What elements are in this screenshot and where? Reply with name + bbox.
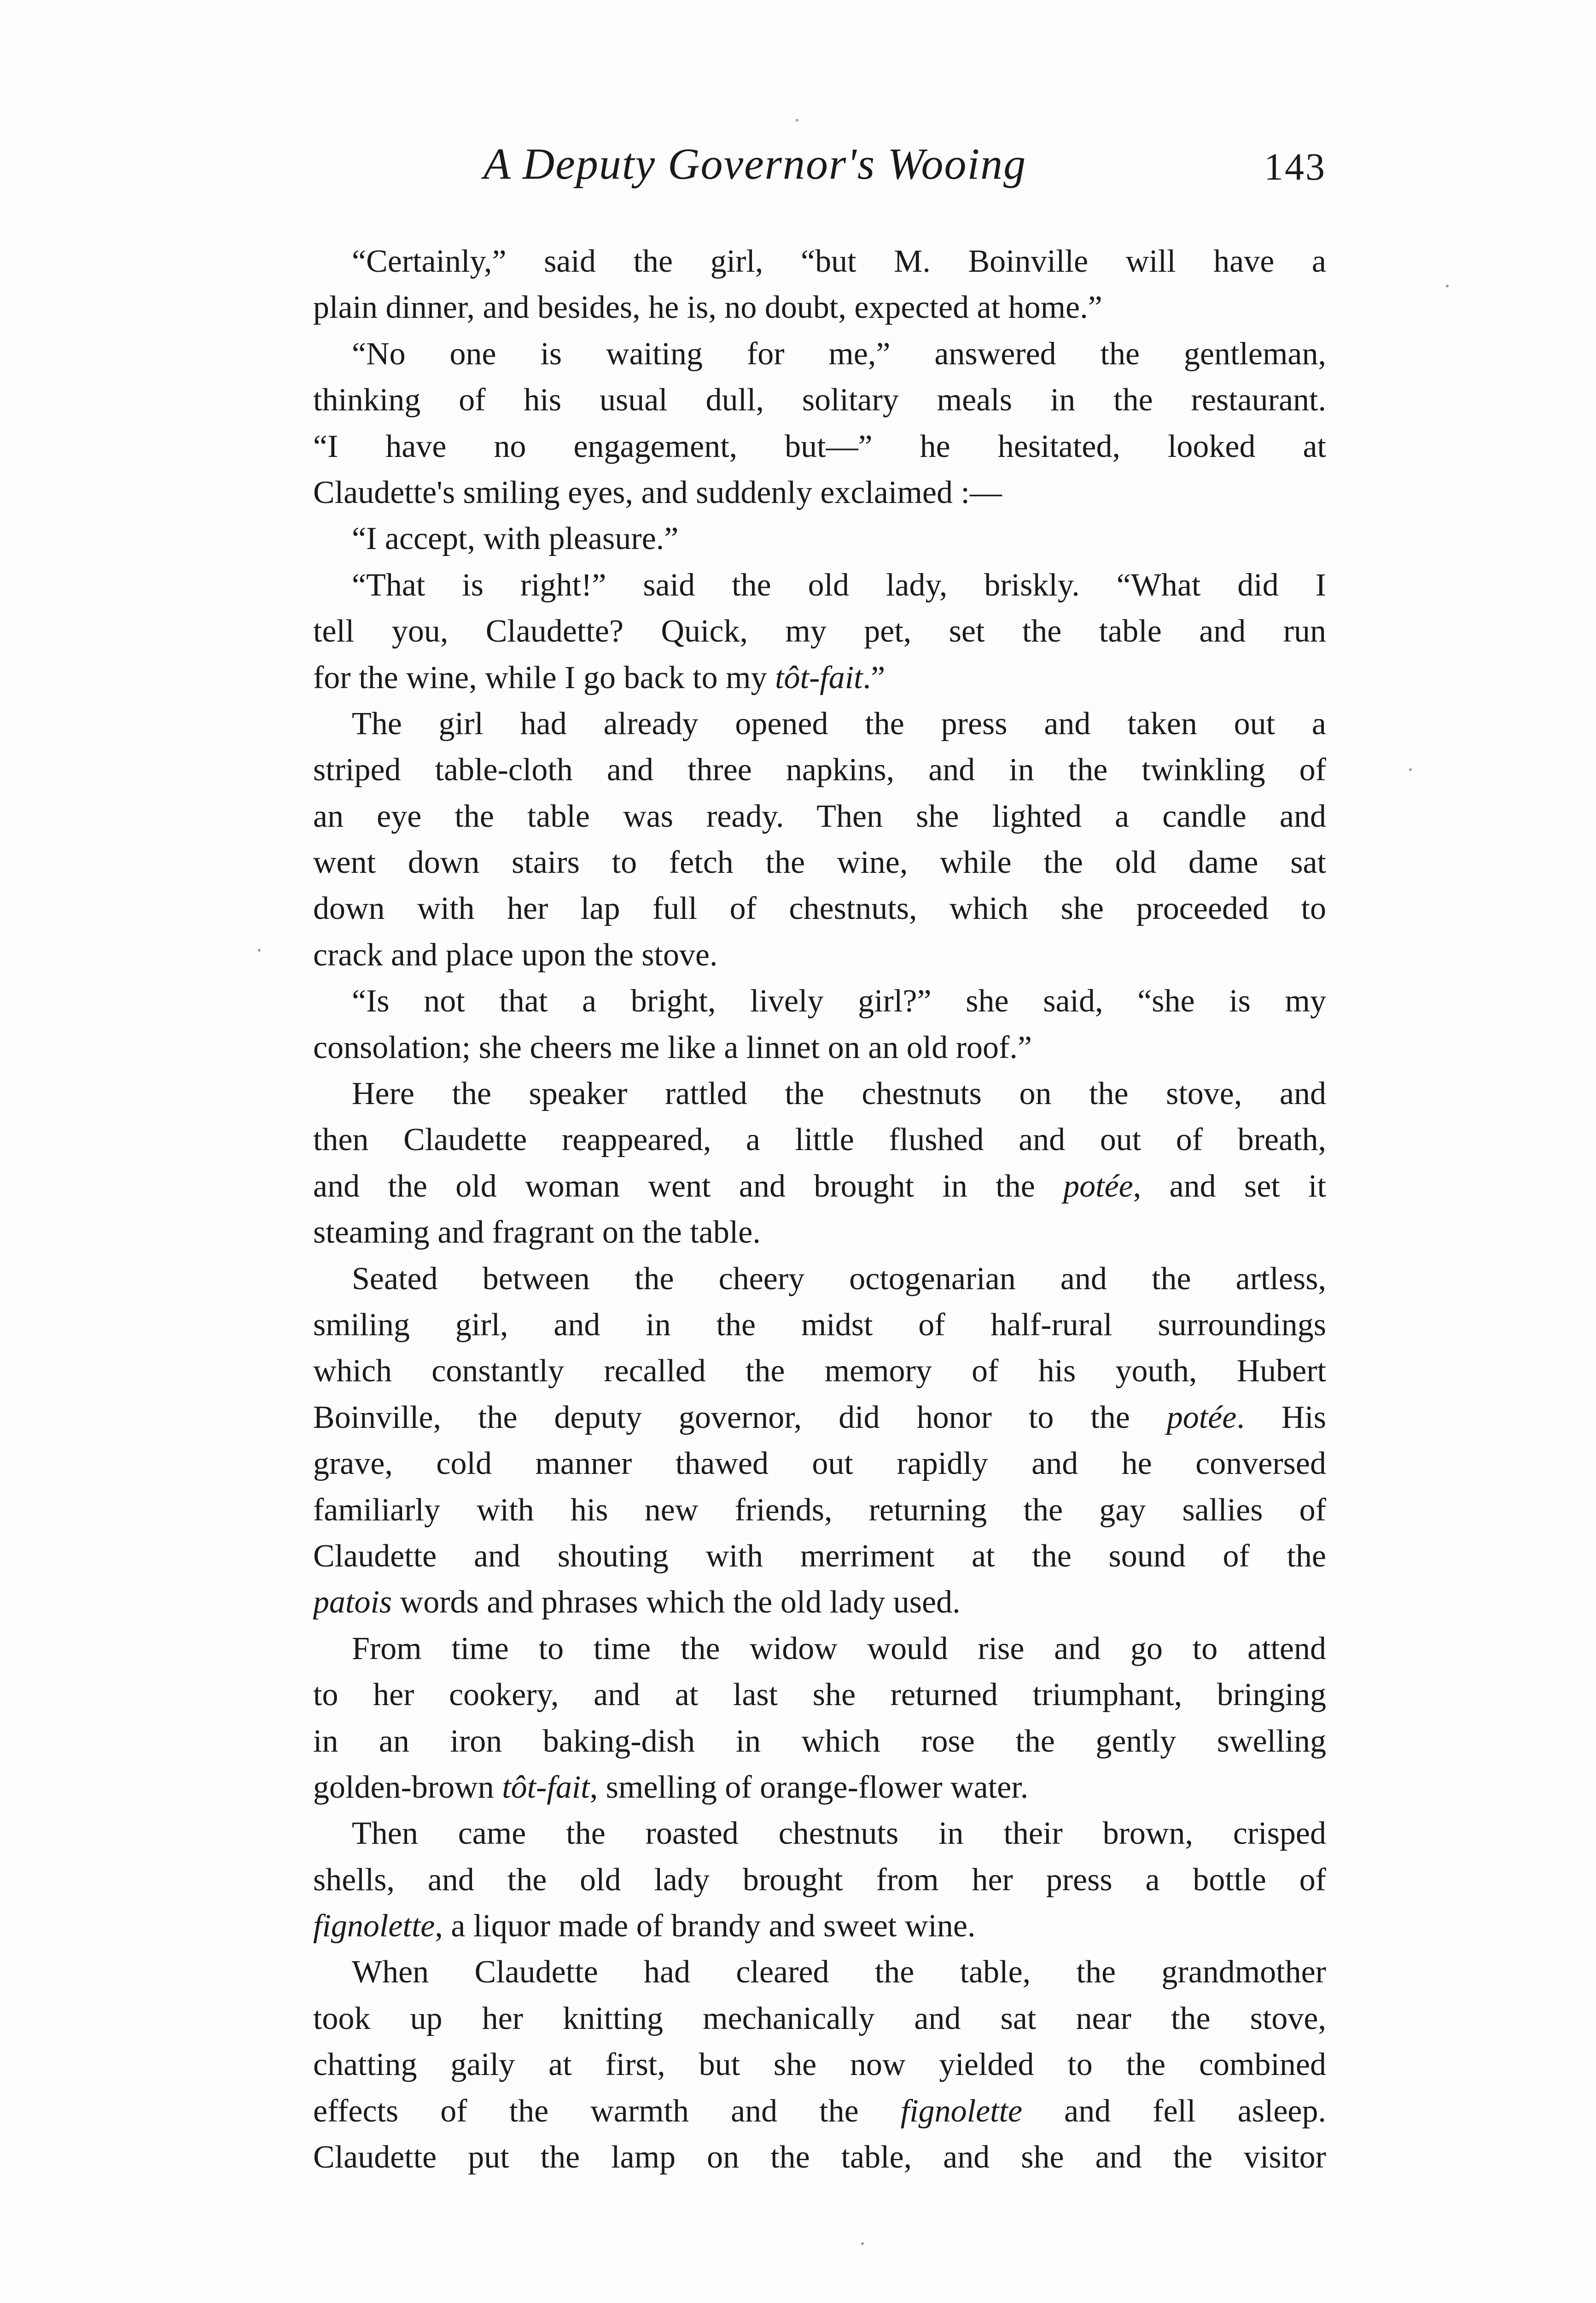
text-line: plain dinner, and besides, he is, no doubt, expected at home.”: [313, 290, 1102, 326]
text-line: to her cookery, and at last she returned triumphant, bringing: [313, 1677, 1326, 1713]
text-line: an eye the table was ready. Then she lighted a candle and: [313, 798, 1326, 834]
text-line: When Claudette had cleared the table, the grandmother: [352, 1954, 1326, 1990]
text-line: shells, and the old lady brought from her press a bottle of: [313, 1862, 1326, 1898]
text-line: “That is right!” said the old lady, briskly. “What did I: [352, 567, 1326, 603]
text-line: down with her lap full of chestnuts, which she proceeded to: [313, 891, 1326, 927]
text-line: fignolette, a liquor made of brandy and sweet wine.: [313, 1908, 976, 1944]
text-line: familiarly with his new friends, returning the gay sallies of: [313, 1492, 1326, 1528]
text-line: The girl had already opened the press and taken out a: [352, 706, 1326, 742]
text-line: which constantly recalled the memory of his youth, Hubert: [313, 1353, 1326, 1389]
text-line: then Claudette reappeared, a little flushed and out of breath,: [313, 1122, 1326, 1158]
text-line: Seated between the cheery octogenarian and the artless,: [352, 1261, 1326, 1297]
text-line: “Certainly,” said the girl, “but M. Boinville will have a: [352, 244, 1326, 279]
text-line: for the wine, while I go back to my tôt-fait.”: [313, 660, 885, 696]
print-speck: [1446, 285, 1449, 287]
text-line: “I accept, with pleasure.”: [352, 521, 679, 557]
text-line: From time to time the widow would rise and go to attend: [352, 1631, 1326, 1666]
text-line: Then came the roasted chestnuts in their brown, crisped: [352, 1816, 1326, 1852]
text-line: “Is not that a bright, lively girl?” she said, “she is my: [352, 983, 1326, 1019]
text-line: Boinville, the deputy governor, did honor to the potée. His: [313, 1399, 1326, 1435]
text-line: consolation; she cheers me like a linnet on an old roof.”: [313, 1029, 1032, 1065]
text-line: grave, cold manner thawed out rapidly and he conversed: [313, 1446, 1326, 1482]
text-line: tell you, Claudette? Quick, my pet, set the table and run: [313, 614, 1326, 649]
text-line: chatting gaily at first, but she now yielded to the combined: [313, 2047, 1326, 2083]
text-line: smiling girl, and in the midst of half-rural surroundings: [313, 1307, 1326, 1343]
text-line: effects of the warmth and the fignolette and fell asleep.: [313, 2093, 1326, 2129]
text-line: took up her knitting mechanically and sat near the stove,: [313, 2000, 1326, 2036]
body-text: [313, 239, 1326, 2180]
print-speck: [861, 2242, 864, 2245]
text-line: “I have no engagement, but—” he hesitated, looked at: [313, 428, 1326, 464]
text-line: “No one is waiting for me,” answered the gentleman,: [352, 336, 1326, 372]
text-line: in an iron baking-dish in which rose the gently swelling: [313, 1723, 1326, 1759]
text-line: striped table-cloth and three napkins, and in the twinkling of: [313, 752, 1326, 788]
print-speck: [258, 949, 261, 952]
text-line: and the old woman went and brought in the potée, and set it: [313, 1168, 1326, 1204]
text-line: went down stairs to fetch the wine, while the old dame sat: [313, 845, 1326, 881]
text-line: crack and place upon the stove.: [313, 937, 718, 973]
print-speck: [796, 119, 798, 122]
text-line: Claudette's smiling eyes, and suddenly exclaimed :—: [313, 474, 1002, 510]
text-line: steaming and fragrant on the table.: [313, 1215, 761, 1251]
page-number: 143: [1264, 146, 1326, 188]
text-line: Claudette and shouting with merriment at the sound of the: [313, 1538, 1326, 1574]
running-title: A Deputy Governor's Wooing: [483, 139, 1027, 188]
text-line: thinking of his usual dull, solitary meals in the restaurant.: [313, 382, 1326, 418]
text-line: Claudette put the lamp on the table, and she and the visitor: [313, 2139, 1326, 2175]
running-header: [313, 138, 1326, 203]
text-line: golden-brown tôt-fait, smelling of orange-flower water.: [313, 1769, 1029, 1805]
text-line: Here the speaker rattled the chestnuts on the stove, and: [352, 1076, 1326, 1112]
text-line: patois words and phrases which the old lady used.: [313, 1584, 961, 1620]
print-speck: [1409, 768, 1412, 771]
